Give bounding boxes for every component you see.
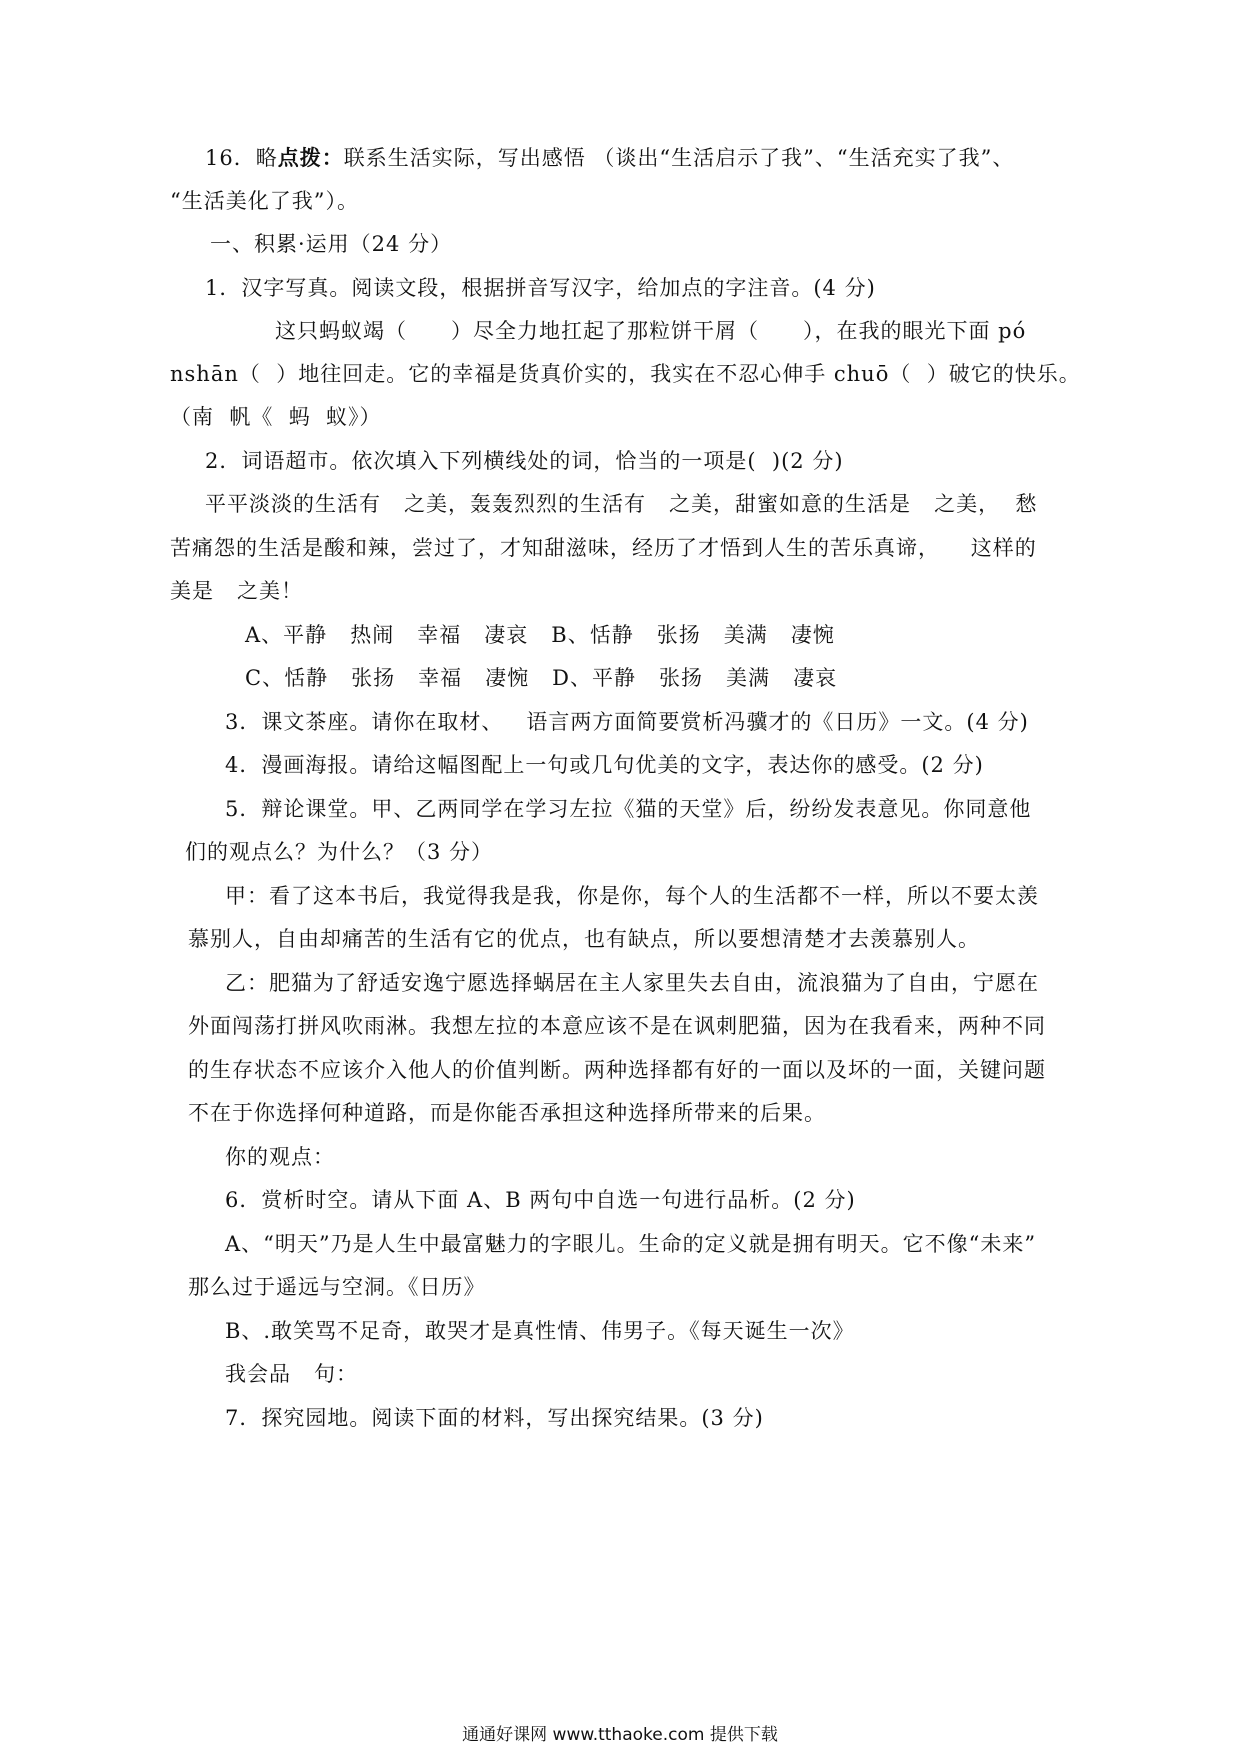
q3-text: 3．课文茶座。请你在取材、 语言两方面简要赏析冯骥才的《日历》一文。(4 分) <box>225 710 1029 734</box>
page-footer: 通通好课网 www.tthaoke.com 提供下载 <box>462 1725 778 1745</box>
q5-yi-line1: 乙：肥猫为了舒适安逸宁愿选择蜗居在主人家里失去自由，流浪猫为了自由，宁愿在 <box>225 971 1039 995</box>
q1-line2: nshān（ ）地往回走。它的幸福是货真价实的，我实在不忍心伸手 chuō（ ）破它的快乐。 <box>170 362 1081 386</box>
q4-text: 4．漫画海报。请给这幅图配上一句或几句优美的文字，表达你的感受。(2 分) <box>225 753 984 777</box>
q2-options-cd: C、恬静 张扬 幸福 凄惋 D、平静 张扬 美满 凄哀 <box>245 666 838 690</box>
q7-text: 7．探究园地。阅读下面的材料，写出探究结果。(3 分) <box>225 1406 764 1430</box>
q6-a-line2: 那么过于遥远与空洞。《日历》 <box>188 1275 486 1299</box>
q5-title: 5．辩论课堂。甲、乙两同学在学习左拉《猫的天堂》后，纷纷发表意见。你同意他 <box>225 797 1032 821</box>
q2-para-line3: 美是 之美！ <box>170 579 304 603</box>
q5-jia-line2: 慕别人，自由却痛苦的生活有它的优点，也有缺点，所以要想清楚才去羡慕别人。 <box>188 927 980 951</box>
q5-yi-line4: 不在于你选择何种道路，而是你能否承担这种选择所带来的后果。 <box>188 1101 826 1125</box>
q5-jia-line1: 甲：看了这本书后，我觉得我是我，你是你，每个人的生活都不一样，所以不要太羡 <box>225 884 1039 908</box>
q1-line3: （南 帆《 蚂 蚁》） <box>170 405 382 429</box>
q5-title-cont: 们的观点么？为什么？（3 分） <box>185 840 494 864</box>
q16-bold-label: 点拨： <box>277 145 344 170</box>
q6-a-line1: A、“明天”乃是人生中最富魅力的字眼儿。生命的定义就是拥有明天。它不像“未来” <box>225 1232 1037 1256</box>
q16-text: 联系生活实际，写出感悟 （谈出“生活启示了我”、“生活充实了我”、 <box>343 146 1015 170</box>
q5-your-view: 你的观点： <box>225 1145 335 1169</box>
q1-title: 1．汉字写真。阅读文段，根据拼音写汉字，给加点的字注音。(4 分) <box>205 276 876 300</box>
q5-yi-line2: 外面闯荡打拼风吹雨淋。我想左拉的本意应该不是在讽刺肥猫，因为在我看来，两种不同 <box>188 1014 1046 1038</box>
section-title: 一、积累·运用（24 分） <box>210 232 453 256</box>
q6-my-answer: 我会品 句： <box>225 1362 359 1386</box>
q5-yi-line3: 的生存状态不应该介入他人的价值判断。两种选择都有好的一面以及坏的一面，关键问题 <box>188 1058 1046 1082</box>
q2-para-line2: 苦痛怨的生活是酸和辣，尝过了，才知甜滋味，经历了才悟到人生的苦乐真谛， 这样的 <box>170 536 1037 560</box>
q16-prefix: 16．略 <box>205 146 278 170</box>
q6-b-line: B、.敢笑骂不足奇，敢哭才是真性情、伟男子。《每天诞生一次》 <box>225 1319 855 1343</box>
q2-options-ab: A、平静 热闹 幸福 凄哀 B、恬静 张扬 美满 凄惋 <box>245 623 835 647</box>
q2-title: 2．词语超市。依次填入下列横线处的词，恰当的一项是( )(2 分) <box>205 449 844 473</box>
q6-title: 6．赏析时空。请从下面 A、B 两句中自选一句进行品析。(2 分) <box>225 1188 856 1212</box>
q16-line2: “生活美化了我”）。 <box>170 189 359 213</box>
q16-line1 <box>0 143 1240 173</box>
q2-para-line1: 平平淡淡的生活有 之美，轰轰烈烈的生活有 之美，甜蜜如意的生活是 之美， 愁 <box>205 492 1038 516</box>
q1-line1: 这只蚂蚁竭（ ）尽全力地扛起了那粒饼干屑（ ），在我的眼光下面 pó <box>275 319 1027 343</box>
